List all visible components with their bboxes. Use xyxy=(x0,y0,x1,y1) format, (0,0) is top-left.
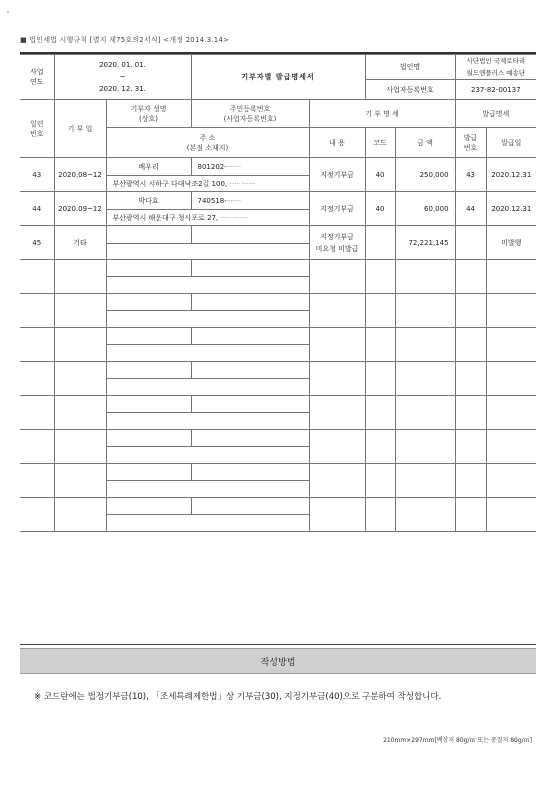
col-issue-no-1: 발급 xyxy=(463,133,478,142)
col-content: 내 용 xyxy=(309,128,365,158)
empty-row xyxy=(20,362,536,379)
section-bar xyxy=(20,648,536,674)
row-serial: 43 xyxy=(20,158,54,192)
row-date: 기타 xyxy=(54,226,106,260)
corp-name-1: 사단법인 국제로타리 xyxy=(466,57,526,65)
col-reg-no xyxy=(191,100,309,128)
scan-speck xyxy=(7,11,9,13)
form-sheet xyxy=(20,52,536,645)
col-issue-no-2: 번호 xyxy=(463,143,478,152)
table-row xyxy=(20,158,536,176)
header-bullet: ■ xyxy=(20,36,27,44)
corp-name-label: 법인명 xyxy=(365,55,455,80)
row-issue-date: 미발행 xyxy=(486,226,536,260)
year-label-2: 연도 xyxy=(29,78,44,86)
row-date: 2020.09~12 xyxy=(54,192,106,226)
row-issue-date: 2020.12.31 xyxy=(486,158,536,192)
empty-row xyxy=(20,260,536,277)
paper-spec: 210mm×297mm[백상지 80g/㎡ 또는 중질지 80g/㎡] xyxy=(383,737,532,744)
corp-name-value xyxy=(455,55,536,80)
period-sep: ~ xyxy=(119,73,126,81)
corp-name-2: 월드앤플러스 예송단 xyxy=(466,69,526,77)
col-donor-name xyxy=(106,100,191,128)
row-amount: 60,000 xyxy=(395,192,455,226)
period xyxy=(54,55,191,100)
col-issue-no xyxy=(455,128,486,158)
row-content-1: 지정기부금 xyxy=(320,232,354,241)
form-title: 기부자별 발급명세서 xyxy=(191,55,365,100)
col-date: 기 부 일 xyxy=(54,100,106,158)
reg-no-masked: ········ xyxy=(226,162,241,171)
bizno-label: 사업자등록번호 xyxy=(365,80,455,100)
row-serial: 45 xyxy=(20,226,54,260)
col-serial xyxy=(20,100,54,158)
row-issue-no: 43 xyxy=(455,158,486,192)
row-content: 지정기부금 xyxy=(309,192,365,226)
row-date: 2020.08~12 xyxy=(54,158,106,192)
row-amount: 250,000 xyxy=(395,158,455,192)
address-text: 부산광역시 시하구 다대낙조2길 100, xyxy=(112,179,228,188)
reg-no-masked: ········ xyxy=(226,196,241,205)
row-issue-date: 2020.12.31 xyxy=(486,192,536,226)
row-name: 박다효 xyxy=(106,192,191,210)
empty-row xyxy=(20,464,536,481)
row-address xyxy=(106,176,309,192)
form-header xyxy=(20,35,229,45)
col-issue-detail: 발급명세 xyxy=(455,100,536,128)
row-amount: 72,221,145 xyxy=(395,226,455,260)
form-table xyxy=(20,54,536,532)
row-address-empty xyxy=(106,244,309,260)
row-name: 배우리 xyxy=(106,158,191,176)
col-reg-no-1: 주민등록번호 xyxy=(229,104,271,113)
row-code-empty xyxy=(365,226,395,260)
row-content: 지정기부금 xyxy=(309,158,365,192)
address-masked: ······ ········ xyxy=(229,179,256,188)
period-to: 2020. 12. 31. xyxy=(99,85,146,93)
col-serial-2: 번호 xyxy=(29,129,44,138)
col-amount: 금 액 xyxy=(395,128,455,158)
row-reg-no xyxy=(191,158,309,176)
empty-row xyxy=(20,430,536,447)
row-address xyxy=(106,210,309,226)
row-content-2: 미요청 미발급 xyxy=(315,244,359,253)
table-row xyxy=(20,226,536,244)
section-title: 작성방법 xyxy=(260,657,296,668)
col-reg-no-2: (사업자등록번호) xyxy=(223,114,277,123)
col-donor-name-2: (상호) xyxy=(139,114,158,123)
row-serial: 44 xyxy=(20,192,54,226)
period-from: 2020. 01. 01. xyxy=(99,61,146,69)
col-address-1: 주 소 xyxy=(199,133,216,142)
instruction-note: ※ 코드란에는 법정기부금(10), 「조세특례제한법」상 기부금(30), 지정기부금(40)으로 구분하여 작성합니다. xyxy=(34,692,442,702)
table-row xyxy=(20,192,536,210)
col-donation-detail: 기 부 명 세 xyxy=(309,100,455,128)
row-reg-no xyxy=(191,192,309,210)
col-address xyxy=(106,128,309,158)
row-issue-no: 44 xyxy=(455,192,486,226)
address-text: 부산광역시 해운대구 청사포로 27, xyxy=(112,213,219,222)
address-masked: ······ ········· xyxy=(220,213,249,222)
col-address-2: (본점 소재지) xyxy=(186,143,229,152)
row-code: 40 xyxy=(365,158,395,192)
col-donor-name-1: 기부자 성명 xyxy=(130,104,167,113)
row-issue-no-empty xyxy=(455,226,486,260)
empty-row xyxy=(20,396,536,413)
col-issue-date: 발급일 xyxy=(486,128,536,158)
row-name-empty xyxy=(106,226,191,244)
empty-row xyxy=(20,294,536,311)
col-serial-1: 일련 xyxy=(29,119,44,128)
col-code: 코드 xyxy=(365,128,395,158)
row-content xyxy=(309,226,365,260)
row-reg-no-empty xyxy=(191,226,309,244)
header-text: 법인세법 시행규칙 [별지 제75호의2서식] <개정 2014.3.14> xyxy=(29,36,230,44)
row-code: 40 xyxy=(365,192,395,226)
top-row-1 xyxy=(20,55,536,80)
bizno-value: 237-82-00137 xyxy=(455,80,536,100)
reg-no-text: 801202- xyxy=(197,162,227,171)
year-label-1: 사업 xyxy=(29,68,44,76)
column-header-1 xyxy=(20,100,536,128)
empty-row xyxy=(20,498,536,515)
empty-row xyxy=(20,328,536,345)
reg-no-text: 740518- xyxy=(197,196,227,205)
year-label xyxy=(20,55,54,100)
